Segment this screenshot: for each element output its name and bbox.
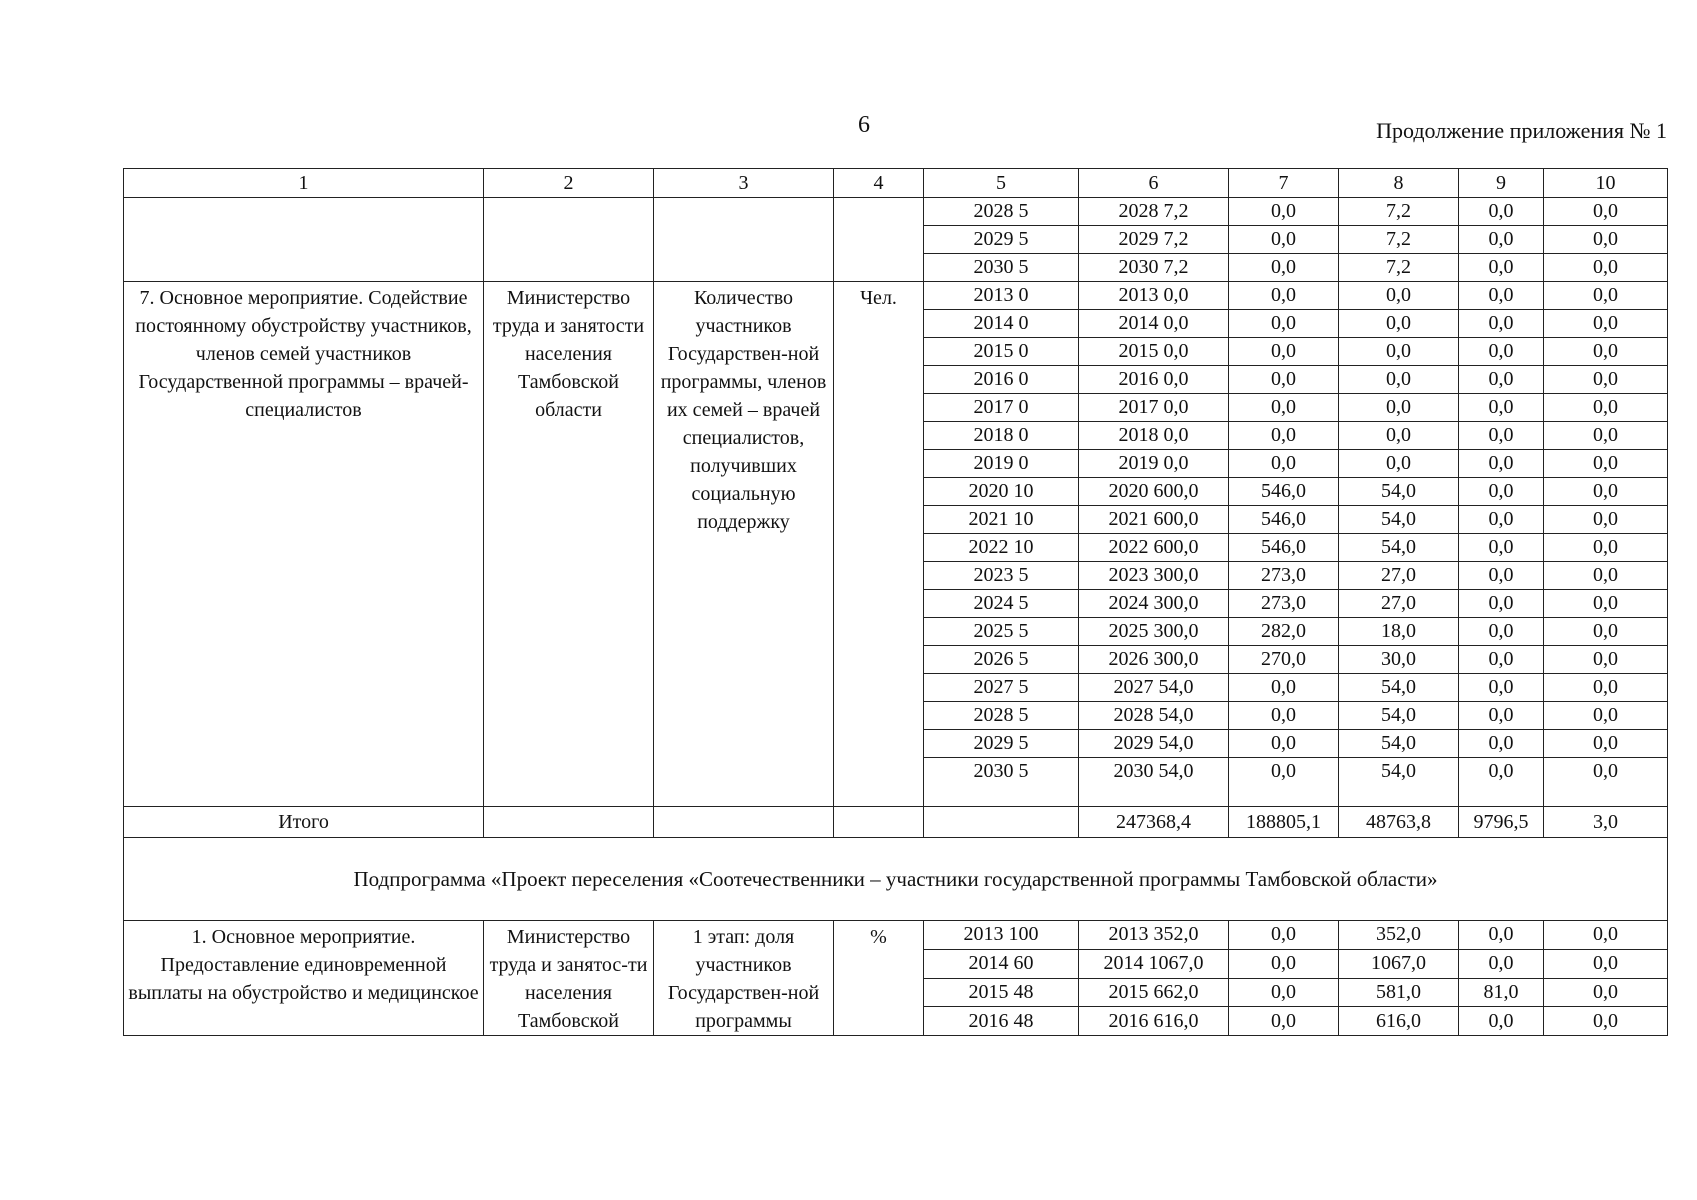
value-cell: 2013 0,0 [1079, 282, 1229, 310]
activity-executor: Министерство труда и занятости населения Тамбовской области [484, 282, 654, 807]
value-cell: 0,0 [1544, 366, 1668, 394]
total-row [124, 807, 1668, 838]
value-cell: 0,0 [1459, 366, 1544, 394]
column-header: 4 [834, 169, 924, 198]
value-cell: 0,0 [1544, 394, 1668, 422]
value-cell: 0,0 [1459, 674, 1544, 702]
value-cell: 2018 0 [924, 422, 1079, 450]
empty-cell [924, 807, 1079, 838]
value-cell: 273,0 [1229, 562, 1339, 590]
subprogram-row [124, 838, 1668, 921]
empty-cell [484, 807, 654, 838]
value-cell: 0,0 [1544, 978, 1668, 1007]
value-cell: 546,0 [1229, 506, 1339, 534]
value-cell: 54,0 [1339, 478, 1459, 506]
value-cell: 0,0 [1544, 646, 1668, 674]
value-cell: 0,0 [1459, 282, 1544, 310]
value-cell: 2029 7,2 [1079, 226, 1229, 254]
value-cell: 0,0 [1229, 1007, 1339, 1036]
value-cell: 0,0 [1459, 921, 1544, 950]
total-value: 9796,5 [1459, 807, 1544, 838]
activity-indicator: Количество участников Государствен-ной программы, членов их семей – врачей специалистов, получивших социальную поддержку [654, 282, 834, 807]
value-cell: 0,0 [1229, 674, 1339, 702]
header-row [124, 169, 1668, 198]
value-cell: 2027 5 [924, 674, 1079, 702]
value-cell: 0,0 [1544, 590, 1668, 618]
total-label: Итого [124, 807, 484, 838]
column-header: 6 [1079, 169, 1229, 198]
value-cell: 0,0 [1544, 730, 1668, 758]
value-cell: 0,0 [1544, 534, 1668, 562]
value-cell: 0,0 [1229, 198, 1339, 226]
value-cell: 2014 0 [924, 310, 1079, 338]
value-cell: 54,0 [1339, 702, 1459, 730]
value-cell: 0,0 [1544, 422, 1668, 450]
total-value: 3,0 [1544, 807, 1668, 838]
value-cell: 0,0 [1459, 730, 1544, 758]
value-cell: 352,0 [1339, 921, 1459, 950]
value-cell: 0,0 [1339, 450, 1459, 478]
total-value: 188805,1 [1229, 807, 1339, 838]
value-cell: 0,0 [1459, 198, 1544, 226]
value-cell: 0,0 [1229, 422, 1339, 450]
subprogram-title: Подпрограмма «Проект переселения «Соотечественники – участники государственной программы Тамбовской области» [124, 838, 1668, 921]
value-cell: 2018 0,0 [1079, 422, 1229, 450]
column-header: 2 [484, 169, 654, 198]
value-cell: 2023 5 [924, 562, 1079, 590]
value-cell: 546,0 [1229, 478, 1339, 506]
value-cell: 0,0 [1229, 394, 1339, 422]
column-header: 5 [924, 169, 1079, 198]
value-cell: 0,0 [1459, 422, 1544, 450]
value-cell: 0,0 [1229, 978, 1339, 1007]
value-cell: 2015 0 [924, 338, 1079, 366]
value-cell: 273,0 [1229, 590, 1339, 618]
value-cell: 0,0 [1544, 338, 1668, 366]
value-cell: 2016 616,0 [1079, 1007, 1229, 1036]
value-cell: 0,0 [1544, 478, 1668, 506]
value-cell: 2024 5 [924, 590, 1079, 618]
value-cell: 2026 5 [924, 646, 1079, 674]
value-cell: 2027 54,0 [1079, 674, 1229, 702]
value-cell: 0,0 [1459, 478, 1544, 506]
value-cell: 2024 300,0 [1079, 590, 1229, 618]
value-cell: 2028 5 [924, 198, 1079, 226]
value-cell: 2029 54,0 [1079, 730, 1229, 758]
value-cell: 0,0 [1459, 506, 1544, 534]
value-cell: 0,0 [1459, 646, 1544, 674]
value-cell: 2026 300,0 [1079, 646, 1229, 674]
value-cell: 0,0 [1544, 949, 1668, 978]
value-cell: 7,2 [1339, 254, 1459, 282]
table-row [124, 282, 1668, 310]
value-cell: 2030 5 [924, 254, 1079, 282]
value-cell: 0,0 [1544, 1007, 1668, 1036]
value-cell: 0,0 [1229, 310, 1339, 338]
value-cell: 0,0 [1544, 618, 1668, 646]
value-cell: 0,0 [1544, 506, 1668, 534]
value-cell: 2025 300,0 [1079, 618, 1229, 646]
column-header: 3 [654, 169, 834, 198]
value-cell: 54,0 [1339, 506, 1459, 534]
activity-unit: % [834, 921, 924, 1036]
value-cell: 0,0 [1459, 534, 1544, 562]
value-cell: 2019 0,0 [1079, 450, 1229, 478]
value-cell: 0,0 [1459, 562, 1544, 590]
column-header: 8 [1339, 169, 1459, 198]
value-cell: 27,0 [1339, 590, 1459, 618]
column-header: 7 [1229, 169, 1339, 198]
value-cell: 30,0 [1339, 646, 1459, 674]
value-cell: 0,0 [1544, 282, 1668, 310]
value-cell: 0,0 [1544, 198, 1668, 226]
table-row [124, 198, 1668, 226]
value-cell: 2013 352,0 [1079, 921, 1229, 950]
empty-cell [654, 807, 834, 838]
table-row [124, 921, 1668, 950]
activity-name: 1. Основное мероприятие. Предоставление единовременной выплаты на обустройство и медицинское [124, 921, 484, 1036]
value-cell: 2028 5 [924, 702, 1079, 730]
value-cell: 0,0 [1459, 949, 1544, 978]
value-cell: 2014 1067,0 [1079, 949, 1229, 978]
value-cell: 282,0 [1229, 618, 1339, 646]
value-cell: 81,0 [1459, 978, 1544, 1007]
value-cell: 0,0 [1229, 366, 1339, 394]
value-cell: 0,0 [1459, 394, 1544, 422]
value-cell: 7,2 [1339, 198, 1459, 226]
value-cell: 0,0 [1459, 338, 1544, 366]
value-cell: 0,0 [1459, 1007, 1544, 1036]
value-cell: 0,0 [1459, 310, 1544, 338]
total-value: 247368,4 [1079, 807, 1229, 838]
value-cell: 2023 300,0 [1079, 562, 1229, 590]
page-number: 6 [858, 112, 870, 138]
value-cell: 0,0 [1339, 310, 1459, 338]
value-cell: 18,0 [1339, 618, 1459, 646]
value-cell: 0,0 [1229, 758, 1339, 807]
value-cell: 0,0 [1229, 338, 1339, 366]
value-cell: 2029 5 [924, 730, 1079, 758]
value-cell: 0,0 [1339, 394, 1459, 422]
value-cell: 616,0 [1339, 1007, 1459, 1036]
value-cell: 2013 0 [924, 282, 1079, 310]
value-cell: 0,0 [1229, 730, 1339, 758]
value-cell: 0,0 [1339, 338, 1459, 366]
empty-cell [124, 198, 484, 282]
value-cell: 0,0 [1229, 702, 1339, 730]
value-cell: 0,0 [1459, 590, 1544, 618]
value-cell: 2016 0 [924, 366, 1079, 394]
value-cell: 1067,0 [1339, 949, 1459, 978]
value-cell: 54,0 [1339, 674, 1459, 702]
value-cell: 0,0 [1229, 450, 1339, 478]
value-cell: 0,0 [1229, 282, 1339, 310]
value-cell: 2017 0 [924, 394, 1079, 422]
value-cell: 2022 600,0 [1079, 534, 1229, 562]
value-cell: 0,0 [1229, 921, 1339, 950]
value-cell: 546,0 [1229, 534, 1339, 562]
value-cell: 0,0 [1544, 450, 1668, 478]
value-cell: 0,0 [1544, 310, 1668, 338]
value-cell: 2014 0,0 [1079, 310, 1229, 338]
value-cell: 0,0 [1544, 758, 1668, 807]
value-cell: 2030 54,0 [1079, 758, 1229, 807]
value-cell: 27,0 [1339, 562, 1459, 590]
activity-name: 7. Основное мероприятие. Содействие постоянному обустройству участников, членов семей участников Государственной программы – врачей-специалистов [124, 282, 484, 807]
total-value: 48763,8 [1339, 807, 1459, 838]
value-cell: 2015 0,0 [1079, 338, 1229, 366]
value-cell: 2028 7,2 [1079, 198, 1229, 226]
value-cell: 0,0 [1229, 226, 1339, 254]
value-cell: 0,0 [1459, 226, 1544, 254]
value-cell: 0,0 [1459, 450, 1544, 478]
value-cell: 2028 54,0 [1079, 702, 1229, 730]
activity-unit: Чел. [834, 282, 924, 807]
value-cell: 2014 60 [924, 949, 1079, 978]
value-cell: 2019 0 [924, 450, 1079, 478]
value-cell: 2017 0,0 [1079, 394, 1229, 422]
value-cell: 0,0 [1339, 282, 1459, 310]
value-cell: 0,0 [1544, 562, 1668, 590]
value-cell: 581,0 [1339, 978, 1459, 1007]
value-cell: 2016 48 [924, 1007, 1079, 1036]
value-cell: 0,0 [1339, 422, 1459, 450]
value-cell: 2030 5 [924, 758, 1079, 807]
value-cell: 0,0 [1459, 618, 1544, 646]
value-cell: 54,0 [1339, 730, 1459, 758]
value-cell: 7,2 [1339, 226, 1459, 254]
activity-indicator: 1 этап: доля участников Государствен-ной программы [654, 921, 834, 1036]
value-cell: 0,0 [1544, 226, 1668, 254]
value-cell: 2025 5 [924, 618, 1079, 646]
column-header: 9 [1459, 169, 1544, 198]
value-cell: 2030 7,2 [1079, 254, 1229, 282]
value-cell: 2021 600,0 [1079, 506, 1229, 534]
value-cell: 54,0 [1339, 534, 1459, 562]
continuation-label: Продолжение приложения № 1 [1376, 118, 1667, 143]
empty-cell [834, 807, 924, 838]
value-cell: 2022 10 [924, 534, 1079, 562]
value-cell: 0,0 [1229, 254, 1339, 282]
value-cell: 0,0 [1459, 758, 1544, 807]
value-cell: 2021 10 [924, 506, 1079, 534]
program-table [123, 168, 1668, 1036]
value-cell: 0,0 [1339, 366, 1459, 394]
value-cell: 0,0 [1459, 254, 1544, 282]
value-cell: 0,0 [1544, 674, 1668, 702]
value-cell: 0,0 [1544, 921, 1668, 950]
value-cell: 2020 10 [924, 478, 1079, 506]
empty-cell [834, 198, 924, 282]
column-header: 1 [124, 169, 484, 198]
value-cell: 0,0 [1544, 254, 1668, 282]
value-cell: 2020 600,0 [1079, 478, 1229, 506]
value-cell: 0,0 [1229, 949, 1339, 978]
value-cell: 2015 48 [924, 978, 1079, 1007]
value-cell: 270,0 [1229, 646, 1339, 674]
value-cell: 2029 5 [924, 226, 1079, 254]
value-cell: 2016 0,0 [1079, 366, 1229, 394]
column-header: 10 [1544, 169, 1668, 198]
empty-cell [484, 198, 654, 282]
empty-cell [654, 198, 834, 282]
value-cell: 2013 100 [924, 921, 1079, 950]
activity-executor: Министерство труда и занятос-ти населения Тамбовской [484, 921, 654, 1036]
value-cell: 0,0 [1459, 702, 1544, 730]
value-cell: 2015 662,0 [1079, 978, 1229, 1007]
value-cell: 0,0 [1544, 702, 1668, 730]
value-cell: 54,0 [1339, 758, 1459, 807]
